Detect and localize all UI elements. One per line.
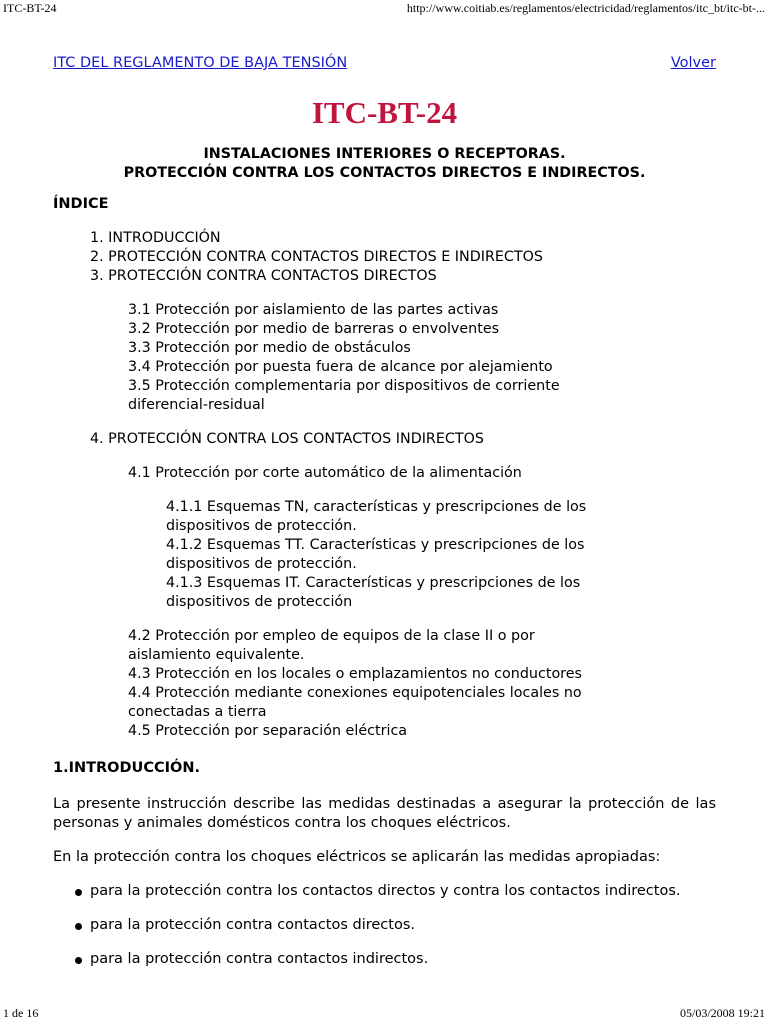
list-item (53, 916, 716, 935)
intro-paragraph-1: La presente instrucción describe las medidas destinadas a asegurar la protección de las personas y animales domésticos contra los choques eléctricos. (53, 796, 716, 831)
protection-measures-list (53, 882, 716, 969)
toc-item-4-2[interactable]: 4.2 Protección por empleo de equipos de la clase II o por aislamiento equivalente. (128, 628, 535, 663)
bullet-icon (75, 957, 82, 964)
bullet-icon (75, 889, 82, 896)
page-content (53, 52, 716, 984)
toc-item-3-1[interactable]: 3.1 Protección por aislamiento de las partes activas (128, 302, 499, 318)
page-number: 1 de 16 (3, 1006, 39, 1020)
print-header-url: http://www.coitiab.es/reglamentos/electricidad/reglamentos/itc_bt/itc-bt-... (406, 1, 765, 15)
subtitle-line-2: PROTECCIÓN CONTRA LOS CONTACTOS DIRECTOS E INDIRECTOS. (123, 165, 646, 181)
toc-item-4-1-3[interactable]: 4.1.3 Esquemas IT. Características y prescripciones de los dispositivos de protección (166, 575, 581, 610)
toc-item-1[interactable]: 1. INTRODUCCIÓN (90, 230, 221, 246)
top-nav (53, 52, 716, 74)
section-heading-introduccion: 1.INTRODUCCIÓN. (53, 760, 200, 776)
back-link[interactable]: Volver (670, 55, 716, 71)
index-heading: ÍNDICE (53, 196, 109, 212)
toc-item-4-3[interactable]: 4.3 Protección en los locales o emplazamientos no conductores (128, 666, 582, 682)
subtitle-line-1: INSTALACIONES INTERIORES O RECEPTORAS. (203, 146, 566, 162)
toc-item-3[interactable]: 3. PROTECCIÓN CONTRA CONTACTOS DIRECTOS (90, 268, 437, 284)
toc-item-3-4[interactable]: 3.4 Protección por puesta fuera de alcance por alejamiento (128, 359, 553, 375)
print-footer (0, 1005, 768, 1023)
page-title: ITC-BT-24 (311, 95, 458, 130)
list-item (53, 882, 716, 901)
list-item-text: para la protección contra los contactos directos y contra los contactos indirectos. (90, 883, 681, 899)
document-subtitle (53, 145, 716, 183)
list-item-text: para la protección contra contactos directos. (90, 917, 415, 933)
regulation-home-link[interactable]: ITC DEL REGLAMENTO DE BAJA TENSIÓN (53, 55, 348, 71)
toc-item-4-1-2[interactable]: 4.1.2 Esquemas TT. Características y prescripciones de los dispositivos de protección. (166, 537, 585, 572)
intro-paragraph-2: En la protección contra los choques eléctricos se aplicarán las medidas apropiadas: (53, 849, 661, 865)
toc-item-4-4[interactable]: 4.4 Protección mediante conexiones equipotenciales locales no conectadas a tierra (128, 685, 582, 720)
toc-item-2[interactable]: 2. PROTECCIÓN CONTRA CONTACTOS DIRECTOS E INDIRECTOS (90, 249, 543, 265)
list-item (53, 950, 716, 969)
print-header-title: ITC-BT-24 (3, 1, 57, 15)
table-of-contents (53, 229, 716, 741)
print-header (0, 0, 768, 18)
toc-item-3-5[interactable]: 3.5 Protección complementaria por dispositivos de corriente diferencial-residual (128, 378, 560, 413)
toc-item-3-2[interactable]: 3.2 Protección por medio de barreras o envolventes (128, 321, 500, 337)
toc-item-4-1[interactable]: 4.1 Protección por corte automático de la alimentación (128, 465, 522, 481)
toc-item-4[interactable]: 4. PROTECCIÓN CONTRA LOS CONTACTOS INDIRECTOS (90, 431, 484, 447)
list-item-text: para la protección contra contactos indirectos. (90, 951, 429, 967)
bullet-icon (75, 923, 82, 930)
toc-item-4-1-1[interactable]: 4.1.1 Esquemas TN, características y prescripciones de los dispositivos de protección. (166, 499, 587, 534)
toc-item-4-5[interactable]: 4.5 Protección por separación eléctrica (128, 723, 408, 739)
print-datetime: 05/03/2008 19:21 (679, 1006, 765, 1020)
toc-item-3-3[interactable]: 3.3 Protección por medio de obstáculos (128, 340, 411, 356)
